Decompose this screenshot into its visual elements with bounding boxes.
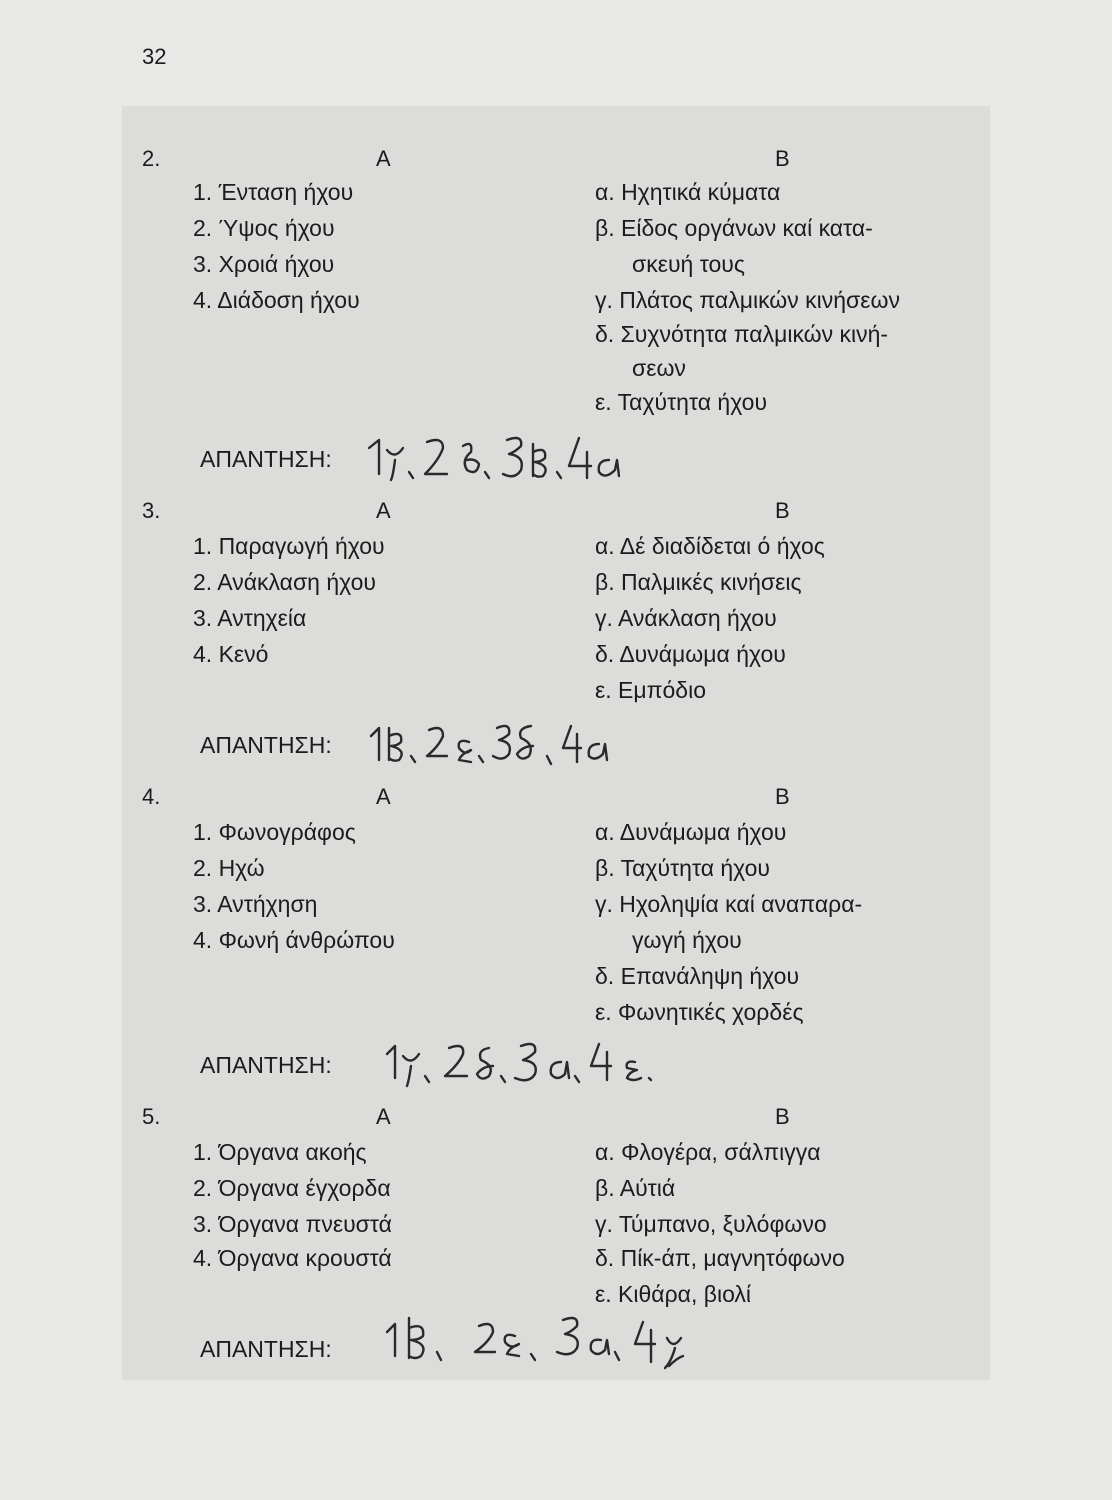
column-a-item: 1. Φωνογράφος xyxy=(193,819,356,845)
column-a-heading: Α xyxy=(376,784,391,809)
column-a-item: 2. Όργανα έγχορδα xyxy=(193,1175,391,1201)
answer-label: ΑΠΑΝΤΗΣΗ: xyxy=(200,1336,332,1362)
column-a-item: 3. Αντηχεία xyxy=(193,605,307,631)
column-a-heading: Α xyxy=(376,146,391,171)
column-b-item: δ. Δυνάμωμα ήχου xyxy=(595,641,786,667)
column-b-item: γ. Ηχοληψία καί αναπαρα- xyxy=(595,891,863,917)
column-a-item: 2. Ύψος ήχου xyxy=(193,215,335,241)
column-b-item-continuation: σεων xyxy=(632,355,686,381)
column-b-item: γ. Ανάκλαση ήχου xyxy=(595,605,777,631)
column-b-item: γ. Τύμπανο, ξυλόφωνο xyxy=(595,1211,827,1237)
column-a-item: 4. Φωνή άνθρώπου xyxy=(193,927,395,953)
exercise-number: 3. xyxy=(142,498,161,523)
column-a-item: 2. Ανάκλαση ήχου xyxy=(193,569,376,595)
exercise-number: 5. xyxy=(142,1104,161,1129)
column-a-item: 3. Όργανα πνευστά xyxy=(193,1211,392,1237)
column-b-item: ε. Εμπόδιο xyxy=(595,677,706,703)
column-b-item-continuation: γωγή ήχου xyxy=(632,927,742,953)
column-a-item: 1. Παραγωγή ήχου xyxy=(193,533,385,559)
column-a-item: 3. Αντήχηση xyxy=(193,891,318,917)
column-b-item: β. Είδος οργάνων καί κατα- xyxy=(595,215,873,241)
column-a-item: 4. Διάδοση ήχου xyxy=(193,287,360,313)
column-b-item: α. Δυνάμωμα ήχου xyxy=(595,819,787,845)
column-b-item: ε. Ταχύτητα ήχου xyxy=(595,389,768,415)
column-a-item: 3. Χροιά ήχου xyxy=(193,251,335,277)
column-a-item: 1. Όργανα ακοής xyxy=(193,1139,367,1165)
column-b-item: β. Ταχύτητα ήχου xyxy=(595,855,771,881)
column-b-item: ε. Φωνητικές χορδές xyxy=(595,999,804,1025)
column-a-item: 2. Ηχώ xyxy=(193,855,265,881)
answer-label: ΑΠΑΝΤΗΣΗ: xyxy=(200,1052,332,1078)
page-number: 32 xyxy=(142,44,167,69)
column-b-heading: Β xyxy=(775,1104,790,1129)
column-b-item: ε. Κιθάρα, βιολί xyxy=(595,1281,752,1307)
column-b-item: α. Δέ διαδίδεται ό ήχος xyxy=(595,533,825,559)
column-a-item: 1. Ένταση ήχου xyxy=(193,179,354,205)
handwritten-answer-signature xyxy=(365,1310,745,1372)
answer-label: ΑΠΑΝΤΗΣΗ: xyxy=(200,446,332,472)
column-b-item: α. Φλογέρα, σάλπιγγα xyxy=(595,1139,821,1165)
column-a-item: 4. Όργανα κρουστά xyxy=(193,1245,392,1271)
column-a-item: 4. Κενό xyxy=(193,641,269,667)
handwritten-answer-signature xyxy=(365,716,685,768)
exercise-number: 4. xyxy=(142,784,161,809)
column-b-heading: Β xyxy=(775,498,790,523)
column-b-item: γ. Πλάτος παλμικών κινήσεων xyxy=(595,287,900,313)
column-b-item: α. Ηχητικά κύματα xyxy=(595,179,781,205)
column-b-item: β. Παλμικές κινήσεις xyxy=(595,569,802,595)
column-b-item: δ. Επανάληψη ήχου xyxy=(595,963,800,989)
column-b-item: δ. Συχνότητα παλμικών κινή- xyxy=(595,321,889,347)
column-b-item: δ. Πίκ-άπ, μαγνητόφωνο xyxy=(595,1245,845,1271)
column-a-heading: Α xyxy=(376,1104,391,1129)
column-a-heading: Α xyxy=(376,498,391,523)
column-b-heading: Β xyxy=(775,784,790,809)
answer-label: ΑΠΑΝΤΗΣΗ: xyxy=(200,732,332,758)
column-b-heading: Β xyxy=(775,146,790,171)
handwritten-answer-signature xyxy=(365,1032,705,1088)
handwritten-answer-signature xyxy=(365,430,685,482)
column-b-item: β. Αύτιά xyxy=(595,1175,676,1201)
exercise-number: 2. xyxy=(142,146,161,171)
column-b-item-continuation: σκευή τους xyxy=(632,251,745,277)
